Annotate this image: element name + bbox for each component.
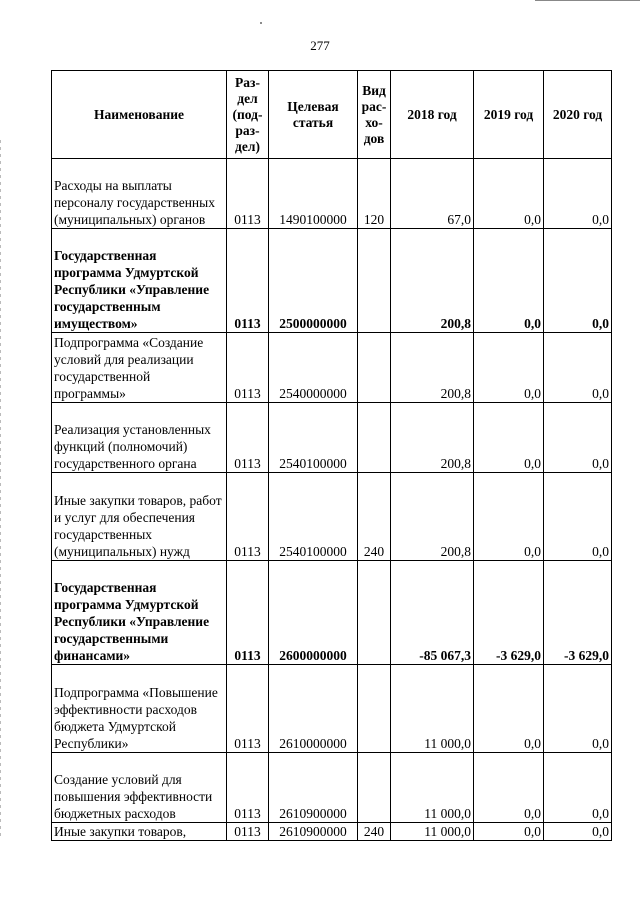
row-section: 0113 <box>227 753 269 823</box>
row-expense-type <box>358 561 391 665</box>
table-row <box>52 333 612 403</box>
header-row <box>52 71 612 159</box>
row-expense-type <box>358 403 391 473</box>
header-section: Раз- дел (под- раз- дел) <box>227 71 269 159</box>
page-number: 277 <box>310 38 330 53</box>
header-2018: 2018 год <box>391 71 474 159</box>
row-target: 2540100000 <box>269 473 358 561</box>
row-2019: 0,0 <box>474 333 544 403</box>
table-row <box>52 823 612 841</box>
budget-table <box>51 70 612 841</box>
row-2020: 0,0 <box>544 753 612 823</box>
header-2020: 2020 год <box>544 71 612 159</box>
row-2018: 11 000,0 <box>391 823 474 841</box>
row-name: Реализация установленных функций (полномочий) государственного органа <box>52 403 227 473</box>
row-expense-type: 240 <box>358 473 391 561</box>
row-2019: 0,0 <box>474 823 544 841</box>
row-2019: 0,0 <box>474 229 544 333</box>
row-section: 0113 <box>227 823 269 841</box>
row-name: Создание условий для повышения эффективности бюджетных расходов <box>52 753 227 823</box>
row-2020: 0,0 <box>544 403 612 473</box>
row-2020: 0,0 <box>544 665 612 753</box>
row-2018: 200,8 <box>391 403 474 473</box>
row-2020: 0,0 <box>544 229 612 333</box>
row-2018: -85 067,3 <box>391 561 474 665</box>
header-target: Целевая статья <box>269 71 358 159</box>
row-target: 2500000000 <box>269 229 358 333</box>
scan-speck <box>260 22 262 24</box>
table-row <box>52 229 612 333</box>
row-target: 2600000000 <box>269 561 358 665</box>
scan-top-line <box>535 0 640 1</box>
row-2019: 0,0 <box>474 753 544 823</box>
row-expense-type: 120 <box>358 159 391 229</box>
table-row <box>52 561 612 665</box>
row-section: 0113 <box>227 561 269 665</box>
row-2020: -3 629,0 <box>544 561 612 665</box>
row-2018: 11 000,0 <box>391 665 474 753</box>
row-section: 0113 <box>227 665 269 753</box>
row-2019: 0,0 <box>474 473 544 561</box>
row-2019: 0,0 <box>474 159 544 229</box>
row-target: 2540100000 <box>269 403 358 473</box>
row-name: Иные закупки товаров, работ и услуг для обеспечения государственных (муниципальных) нужд <box>52 473 227 561</box>
table-row <box>52 753 612 823</box>
row-name: Государственная программа Удмуртской Республики «Управление государственным имуществом» <box>52 229 227 333</box>
row-2018: 11 000,0 <box>391 753 474 823</box>
row-expense-type <box>358 665 391 753</box>
table-row <box>52 403 612 473</box>
row-2020: 0,0 <box>544 473 612 561</box>
row-name: Иные закупки товаров, <box>52 823 227 841</box>
row-name: Расходы на выплаты персоналу государственных (муниципальных) органов <box>52 159 227 229</box>
row-2018: 200,8 <box>391 333 474 403</box>
row-expense-type <box>358 333 391 403</box>
row-target: 2610900000 <box>269 753 358 823</box>
row-section: 0113 <box>227 229 269 333</box>
row-section: 0113 <box>227 473 269 561</box>
header-name: Наименование <box>52 71 227 159</box>
row-2020: 0,0 <box>544 333 612 403</box>
row-2018: 200,8 <box>391 473 474 561</box>
row-expense-type: 240 <box>358 823 391 841</box>
table-row <box>52 665 612 753</box>
row-target: 1490100000 <box>269 159 358 229</box>
row-2020: 0,0 <box>544 159 612 229</box>
row-2019: 0,0 <box>474 403 544 473</box>
row-section: 0113 <box>227 333 269 403</box>
row-2018: 67,0 <box>391 159 474 229</box>
table-row <box>52 473 612 561</box>
row-2020: 0,0 <box>544 823 612 841</box>
row-2019: -3 629,0 <box>474 561 544 665</box>
row-section: 0113 <box>227 159 269 229</box>
row-2019: 0,0 <box>474 665 544 753</box>
row-expense-type <box>358 753 391 823</box>
header-2019: 2019 год <box>474 71 544 159</box>
row-section: 0113 <box>227 403 269 473</box>
row-name: Государственная программа Удмуртской Республики «Управление государственными финансами» <box>52 561 227 665</box>
row-name: Подпрограмма «Повышение эффективности расходов бюджета Удмуртской Республики» <box>52 665 227 753</box>
scan-left-edge <box>0 140 1 840</box>
header-expense-type: Вид рас- хо- дов <box>358 71 391 159</box>
row-target: 2610900000 <box>269 823 358 841</box>
row-target: 2610000000 <box>269 665 358 753</box>
row-2018: 200,8 <box>391 229 474 333</box>
row-target: 2540000000 <box>269 333 358 403</box>
row-expense-type <box>358 229 391 333</box>
row-name: Подпрограмма «Создание условий для реализации государственной программы» <box>52 333 227 403</box>
table-row <box>52 159 612 229</box>
